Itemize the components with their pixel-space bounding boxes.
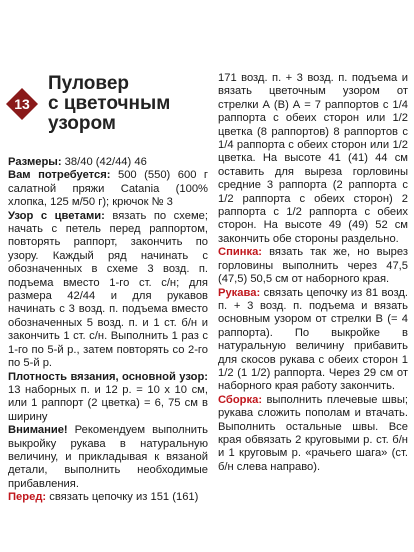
title-line-2: с цветочным bbox=[48, 93, 171, 114]
right-column bbox=[218, 72, 408, 474]
sleeves-label: Рукава: bbox=[218, 286, 261, 299]
assembly-value: выполнить плечевые швы; рукава сложить пополам и втачать. Выполнить остальные швы. Все края обвязать 2 круговыми р. ст. б/н и 1 круговым р. «рачьего шага» (ст. б/н слева направо). bbox=[218, 393, 408, 473]
sleeves-value: связать цепочку из 81 возд. п. + 3 возд. п. подъема и вязать основным узором от стрелки В (= 4 раппорта). По выкройке в натуральную величину прибавить для скосов рукава с обеих сторон 1 1/2 (1 1/2) раппорта. Через 29 см от наборного края работу закончить. bbox=[218, 286, 408, 393]
sizes-paragraph bbox=[8, 156, 208, 169]
sizes-label: Размеры: bbox=[8, 156, 62, 168]
sleeves-paragraph bbox=[218, 287, 408, 394]
materials-value: 500 (550) 600 г салатной пряжи Catania (100% хлопка, 125 м/50 г); крючок № 3 bbox=[8, 169, 208, 209]
pattern-title bbox=[48, 74, 208, 134]
attention-label: Внимание! bbox=[8, 424, 68, 437]
title-line-3: узором bbox=[48, 113, 116, 134]
materials-paragraph bbox=[8, 169, 208, 209]
back-paragraph bbox=[218, 246, 408, 286]
pattern-value: вязать по схеме; начать с петель перед раппортом, повторять раппорт, закончить по узору. Каждый ряд начинать с обозначенных в схеме 3 возд. п. подъема вместо 1-го ст. с/н; для размера 42/44 и для рукавов начинать с 3 возд. п. подъема вместо обозначенных 5 возд. п. и 1 ст. б/н и закончить 1 ст. с/н. Выполнить 1 раз с 1-го по 5-й р., затем повторять со 2-го по 5-й р. bbox=[8, 209, 208, 370]
front-paragraph bbox=[8, 491, 208, 504]
attention-value: Рекомендуем выполнить выкройку рукава в натуральную величину, и прикладывая к вязаной детали, выполнить необходимые прибавления. bbox=[8, 424, 208, 490]
pattern-label: Узор с цветами: bbox=[8, 209, 105, 222]
sizes-value: 38/40 (42/44) 46 bbox=[61, 156, 147, 168]
pattern-number: 13 bbox=[14, 96, 30, 112]
front-value: связать цепочку из 151 (161) bbox=[46, 491, 199, 504]
attention-paragraph bbox=[8, 424, 208, 491]
materials-label: Вам потребуется: bbox=[8, 169, 111, 182]
front-label: Перед: bbox=[8, 491, 47, 504]
assembly-label: Сборка: bbox=[218, 393, 263, 406]
density-value: 13 наборных п. и 12 р. = 10 х 10 см, или 1 раппорт (2 цветка) = 6, 75 см в ширину bbox=[8, 383, 208, 423]
back-label: Спинка: bbox=[218, 246, 263, 259]
front-continued-paragraph: 171 возд. п. + 3 возд. п. подъема и вязать цветочным узором от стрелки А (В) А = 7 раппортов с 1/4 раппорта с обеих сторон или 1/2 цветка (8 раппортов) 8 раппортов с 1/4 раппорта с обеих сторон или 1/2 цветка. На высоте 41 (41) 44 см оставить для выреза горловины средние 3 раппорта (2 раппорта с 1/2 раппорта с обеих сторон) 2 раппорта с 1/2 раппорта с обеих сторон. На высоте 49 (49) 52 см закончить обе стороны раздельно. bbox=[218, 72, 408, 245]
left-column-text bbox=[8, 156, 208, 505]
back-value: вязать так же, но вырез горловины выполнить через 47,5 (47,5) 50,5 см от наборного края. bbox=[218, 246, 408, 286]
pattern-number-badge bbox=[6, 88, 38, 120]
density-paragraph bbox=[8, 371, 208, 425]
pattern-header bbox=[6, 74, 208, 144]
title-line-1: Пуловер bbox=[48, 73, 130, 94]
pattern-paragraph bbox=[8, 210, 208, 371]
assembly-paragraph bbox=[218, 394, 408, 474]
density-label: Плотность вязания, основной узор: bbox=[8, 370, 208, 383]
right-column-text bbox=[218, 72, 408, 474]
